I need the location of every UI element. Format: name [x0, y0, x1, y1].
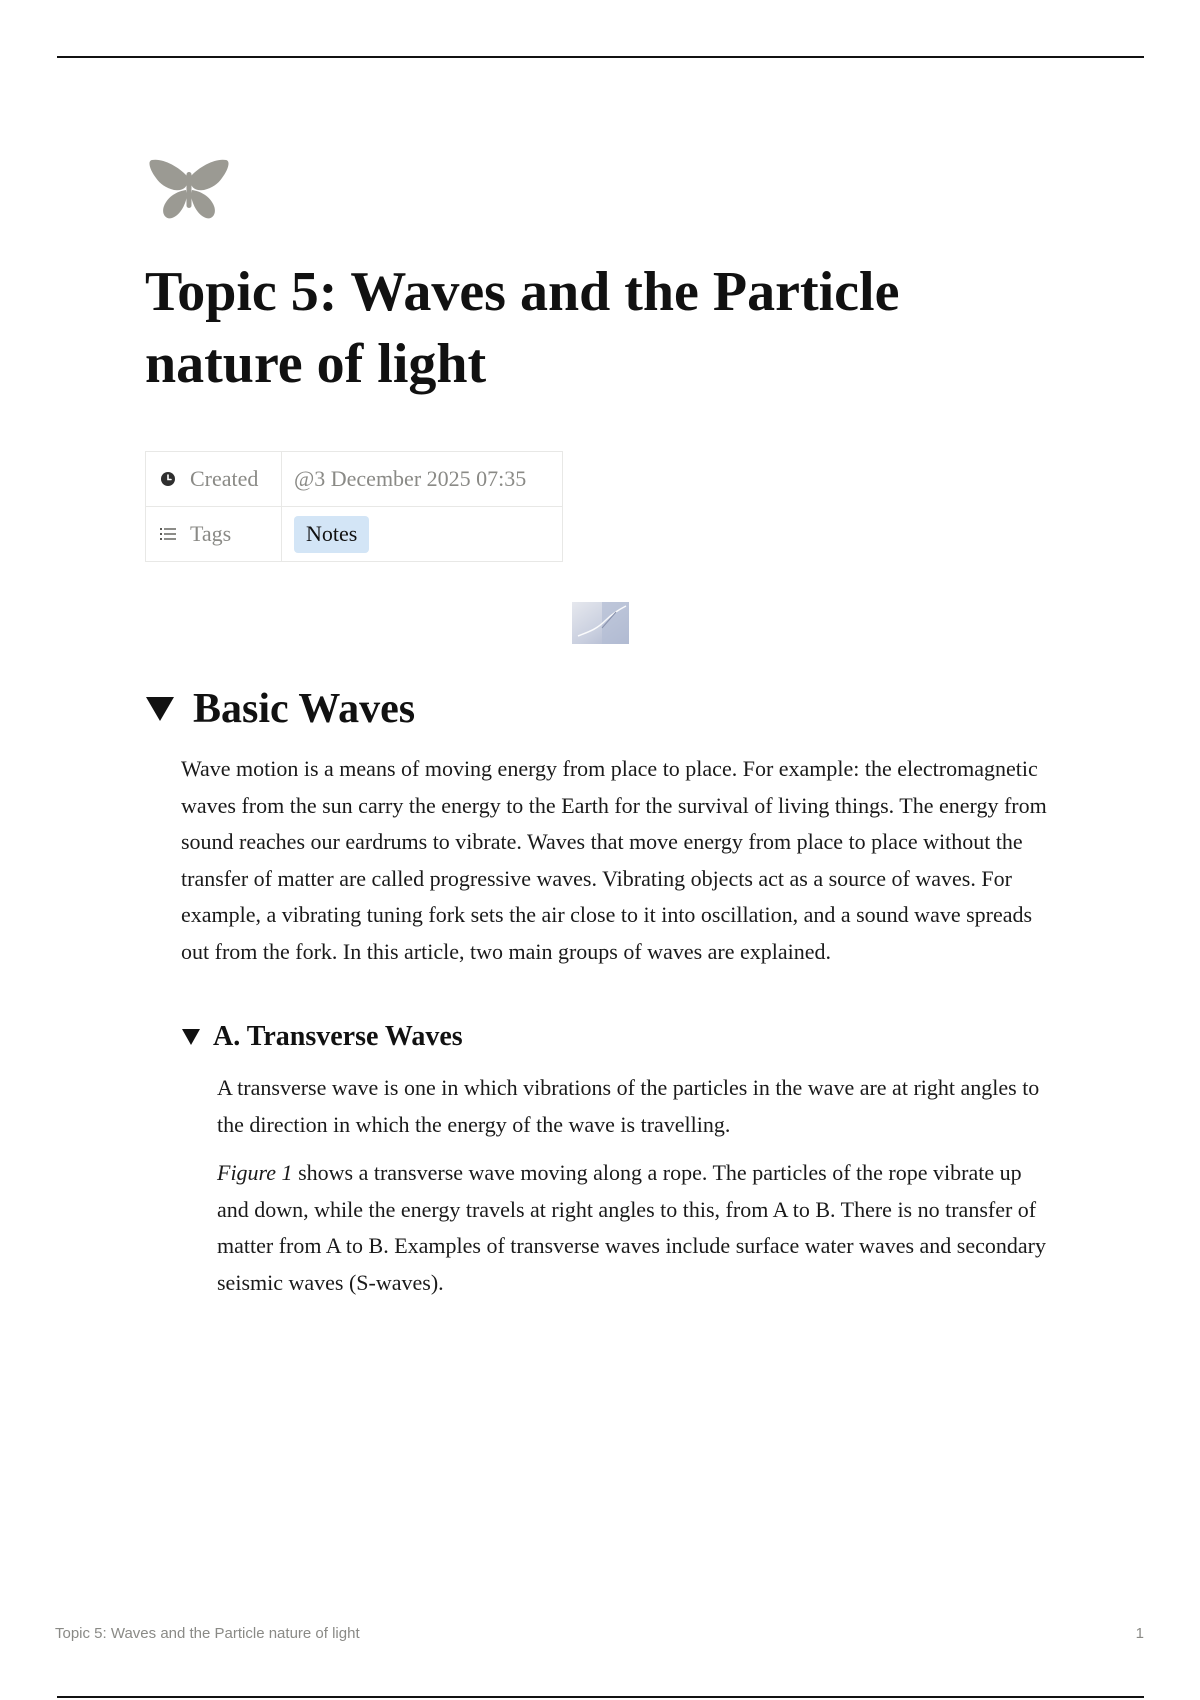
- transverse-waves-heading-text: A. Transverse Waves: [213, 1021, 463, 1052]
- clock-icon: [160, 471, 176, 487]
- property-row-tags: [146, 507, 563, 562]
- footer-title: Topic 5: Waves and the Particle nature of light: [55, 1625, 360, 1642]
- bottom-rule: [57, 1696, 1144, 1698]
- top-rule: [57, 56, 1144, 58]
- property-row-created: [146, 452, 563, 507]
- image-thumbnail[interactable]: [572, 602, 629, 644]
- triangle-down-icon[interactable]: [145, 696, 175, 722]
- butterfly-icon[interactable]: [148, 158, 230, 222]
- section-heading-transverse-waves[interactable]: [181, 1019, 463, 1055]
- created-label: Created: [190, 466, 259, 491]
- list-icon: [160, 527, 176, 541]
- section-heading-basic-waves[interactable]: [145, 684, 415, 734]
- transverse-waves-paragraph-2: [217, 1155, 1057, 1301]
- footer-page-number: 1: [1135, 1625, 1144, 1642]
- created-value[interactable]: @3 December 2025 07:35: [294, 466, 527, 491]
- tag-chip-notes[interactable]: Notes: [294, 516, 369, 553]
- properties-table: [145, 451, 563, 562]
- paragraph-2-text: shows a transverse wave moving along a rope. The particles of the rope vibrate up and down, while the energy travels at right angles to this, from A to B. There is no transfer of matter from A to B. Examples of transverse waves include surface water waves and secondary seismic waves (S-waves).: [217, 1160, 1046, 1295]
- tags-label: Tags: [190, 521, 232, 546]
- figure-reference: Figure 1: [217, 1160, 293, 1185]
- transverse-waves-paragraph-1: A transverse wave is one in which vibrations of the particles in the wave are at right angles to the direction in which the energy of the wave is travelling.: [217, 1075, 1040, 1137]
- basic-waves-heading-text: Basic Waves: [193, 686, 416, 732]
- page-title: Topic 5: Waves and the Particle nature of light: [145, 261, 900, 395]
- basic-waves-paragraph: Wave motion is a means of moving energy from place to place. For example: the electromagnetic waves from the sun carry the energy to the Earth for the survival of living things. The energy from sound reaches our eardrums to vibrate. Waves that move energy from place to place without the transfer of matter are called progressive waves. Vibrating objects act as a source of waves. For example, a vibrating tuning fork sets the air close to it into oscillation, and a sound wave spreads out from the fork. In this article, two main groups of waves are explained.: [181, 756, 1047, 964]
- triangle-down-icon[interactable]: [181, 1028, 201, 1046]
